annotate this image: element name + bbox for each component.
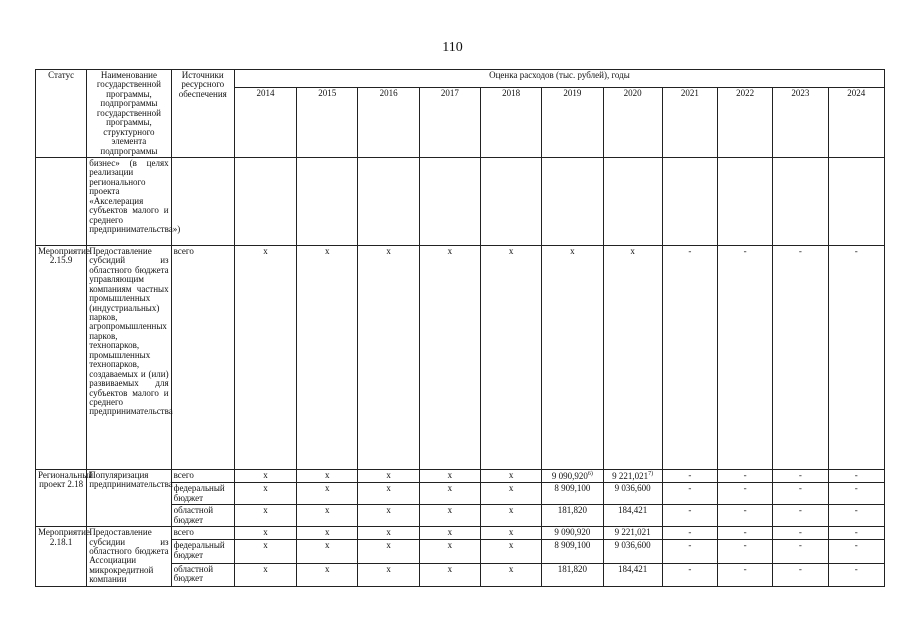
value-cell: - [718,563,773,586]
value-cell: - [828,469,884,482]
value-cell: - [718,527,773,540]
value-cell: 9 090,920 [542,527,603,540]
value-cell: - [662,505,717,527]
value-cell: х [234,245,296,469]
value-cell: - [773,469,828,482]
value-cell: 9 036,600 [603,540,662,563]
value-cell: х [358,245,419,469]
source-cell: всего [171,245,234,469]
value-cell: 9 221,021 [603,527,662,540]
value-cell: х [419,245,480,469]
value-cell: - [718,483,773,505]
continuation-row [36,157,885,245]
measure-name: Предоставление субсидии из областного бюджета Ассоциации микрокредитной компании [87,527,171,587]
source-cell: федеральный бюджет [171,483,234,505]
value-cell: - [662,245,717,469]
value-cell: х [480,483,541,505]
value-cell: - [773,245,828,469]
value-cell: - [828,563,884,586]
value-cell: - [662,483,717,505]
year-header: 2024 [828,87,884,157]
value-cell: 184,421 [603,505,662,527]
value-cell: х [234,469,296,482]
value-cell: х [234,505,296,527]
value-cell: х [358,540,419,563]
value-cell: - [773,540,828,563]
value-cell: х [419,540,480,563]
value-cell: - [718,540,773,563]
measure-2-15-9-row [36,245,885,469]
value-cell: х [234,540,296,563]
value-cell: - [828,245,884,469]
value-cell: - [718,245,773,469]
year-header: 2018 [480,87,541,157]
source-cell: федеральный бюджет [171,540,234,563]
value-cell: х [542,245,603,469]
project-status: Региональный проект 2.18 [36,469,87,526]
header-row-1 [36,70,885,88]
value-cell: х [358,563,419,586]
value-cell: х [358,505,419,527]
estimate-header: Оценка расходов (тыс. рублей), годы [234,70,884,88]
year-header: 2023 [773,87,828,157]
value-cell: - [773,483,828,505]
value-cell: х [419,563,480,586]
value-cell [542,469,603,482]
value-cell: х [480,527,541,540]
footnote-marker: 6) [587,470,593,477]
value-cell: х [358,483,419,505]
value-cell: - [828,505,884,527]
year-header: 2021 [662,87,717,157]
year-header: 2019 [542,87,603,157]
value-cell: 181,820 [542,563,603,586]
value-cell: х [297,505,358,527]
value-cell: х [419,527,480,540]
year-header: 2016 [358,87,419,157]
continuation-name: бизнес» (в целях реализации регионального проекта «Акселерация субъектов малого и среднего предпринимательства») [87,157,171,245]
source-cell: всего [171,469,234,482]
value-cell: - [828,540,884,563]
value-cell: - [773,527,828,540]
value-cell: х [297,483,358,505]
value-cell: 181,820 [542,505,603,527]
value-cell: х [234,563,296,586]
value-cell: 8 909,100 [542,483,603,505]
value-cell: - [773,563,828,586]
value-cell: х [297,245,358,469]
value-cell: - [828,483,884,505]
value-cell: - [828,527,884,540]
year-header: 2020 [603,87,662,157]
project-name: Популяризация предпринимательства [87,469,171,526]
page-number: 110 [442,40,463,55]
value-text: 9 221,021 [612,470,649,481]
measure-name: Предоставление субсидий из областного бюджета управляющим компаниям частных промышленных (индустриальных) парков, агропромышленных парков, технопарков, промышленных технопарков, создаваемых и (или) развиваемых для субъектов малого и среднего предпринимательства [87,245,171,469]
value-cell: х [480,563,541,586]
source-cell: всего [171,527,234,540]
source-cell: областной бюджет [171,505,234,527]
value-cell [603,469,662,482]
value-cell: х [419,469,480,482]
measure-status: Мероприятие 2.18.1 [36,527,87,587]
value-cell: х [480,505,541,527]
value-cell: х [419,505,480,527]
value-cell: х [358,527,419,540]
value-cell: - [662,469,717,482]
value-cell: - [662,527,717,540]
status-header: Статус [36,70,87,158]
measure-2-18-1-row-total [36,527,885,540]
year-header: 2015 [297,87,358,157]
source-header: Источники ресурсного обеспечения [171,70,234,158]
value-cell: 9 036,600 [603,483,662,505]
value-cell: х [419,483,480,505]
year-header: 2017 [419,87,480,157]
value-cell: х [480,245,541,469]
year-header: 2014 [234,87,296,157]
value-cell: - [718,469,773,482]
measure-status: Мероприятие 2.15.9 [36,245,87,469]
value-cell: х [358,469,419,482]
value-cell: х [480,469,541,482]
value-cell: х [297,527,358,540]
value-cell: х [603,245,662,469]
name-header: Наименование государственной программы, подпрограммы государственной программы, структурного элемента подпрограммы [87,70,171,158]
value-cell: х [480,540,541,563]
value-cell: 8 909,100 [542,540,603,563]
value-cell: х [297,563,358,586]
year-header: 2022 [718,87,773,157]
value-text: 9 090,920 [551,470,588,481]
value-cell: - [662,540,717,563]
value-cell: х [297,469,358,482]
value-cell: - [773,505,828,527]
value-cell: - [662,563,717,586]
value-cell: - [718,505,773,527]
budget-table [35,69,885,587]
value-cell: х [234,527,296,540]
footnote-marker: 7) [648,470,654,477]
value-cell: 184,421 [603,563,662,586]
project-2-18-row-total [36,469,885,482]
value-cell: х [297,540,358,563]
source-cell: областной бюджет [171,563,234,586]
value-cell: х [234,483,296,505]
